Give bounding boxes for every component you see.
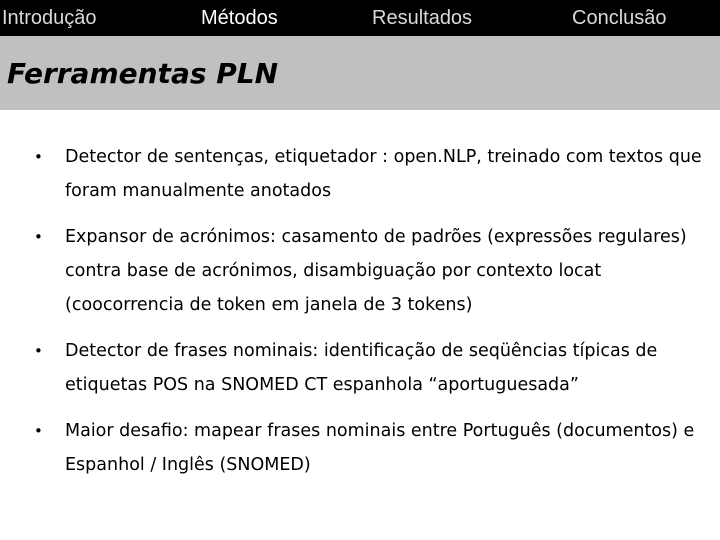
bullet-item-noun-phrase-detector (34, 334, 706, 402)
bullet-dot-icon: • (34, 148, 43, 166)
slide-title: Ferramentas PLN (7, 57, 279, 90)
nav-item-resultados[interactable]: Resultados (372, 7, 473, 29)
bullet-list (34, 140, 706, 494)
bullet-text: Detector de frases nominais: identificação de seqüências típicas de etiquetas POS na SNOMED CT espanhola “aportuguesada” (65, 341, 658, 395)
nav-item-conclusao[interactable]: Conclusão (572, 7, 667, 29)
bullet-dot-icon: • (34, 228, 43, 246)
bullet-text: Maior desafio: mapear frases nominais entre Português (documentos) e Espanhol / Inglês (SNOMED) (65, 421, 695, 475)
nav-item-introducao[interactable]: Introdução (2, 7, 97, 29)
bullet-text: Detector de sentenças, etiquetador : open.NLP, treinado com textos que foram manualmente anotados (65, 147, 702, 201)
bullet-item-acronym-expander (34, 220, 706, 322)
bullet-item-main-challenge (34, 414, 706, 482)
bullet-dot-icon: • (34, 422, 43, 440)
bullet-dot-icon: • (34, 342, 43, 360)
section-nav-bar (0, 0, 720, 36)
bullet-item-sentence-detector (34, 140, 706, 208)
nav-item-metodos[interactable]: Métodos (201, 7, 278, 29)
bullet-text: Expansor de acrónimos: casamento de padrões (expressões regulares) contra base de acrónimos, disambiguação por contexto locat (coocorrencia de token em janela de 3 tokens) (65, 227, 687, 315)
